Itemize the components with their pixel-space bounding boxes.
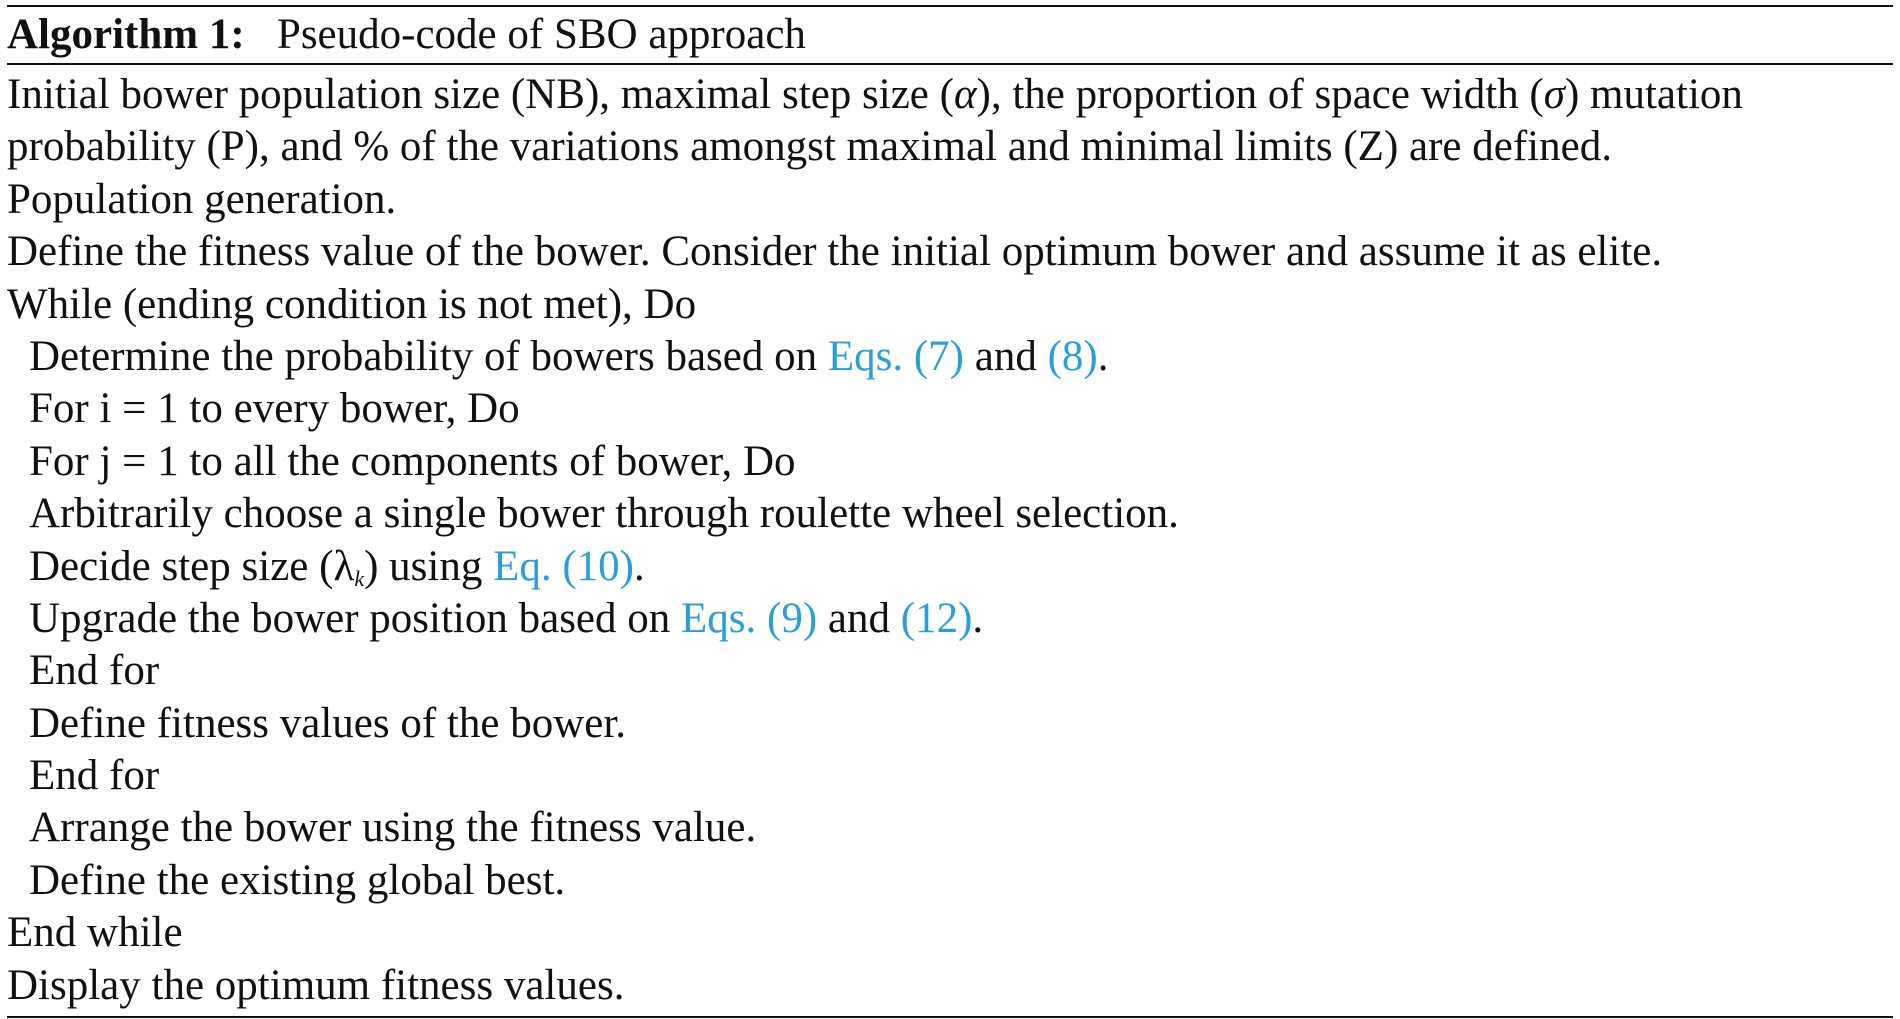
lambda-subscript: k bbox=[354, 565, 365, 591]
line-text: Initial bower population size (NB), maximal step size ( bbox=[7, 71, 954, 118]
line-end-for-outer: End for bbox=[29, 752, 160, 800]
algorithm-box bbox=[7, 0, 1893, 1018]
line-define-fitness-values: Define fitness values of the bower. bbox=[29, 699, 627, 747]
line-upgrade-position bbox=[7, 593, 1893, 645]
line-for-i: For i = 1 to every bower, Do bbox=[29, 385, 520, 433]
line-text: . bbox=[1097, 332, 1109, 380]
line-text: Decide step size ( bbox=[29, 542, 334, 590]
eq-link-10[interactable]: Eq. (10) bbox=[493, 542, 634, 590]
line-text: Determine the probability of bowers based on bbox=[29, 332, 828, 380]
line-display-optimum: Display the optimum fitness values. bbox=[7, 961, 625, 1009]
algorithm-title: Pseudo-code of SBO approach bbox=[276, 11, 806, 58]
line-end-for-inner: End for bbox=[29, 647, 160, 695]
line-text: . bbox=[972, 594, 984, 642]
line-text: ), the proportion of space width ( bbox=[976, 71, 1544, 118]
line-initial-parameters bbox=[7, 69, 1893, 121]
algorithm-label: Algorithm 1: bbox=[7, 11, 245, 58]
line-define-fitness: Define the fitness value of the bower. Consider the initial optimum bower and assume it as elite. bbox=[7, 228, 1663, 276]
eq-link-12[interactable]: (12) bbox=[900, 594, 973, 642]
line-text: Upgrade the bower position based on bbox=[29, 594, 682, 642]
line-end-while: End while bbox=[7, 909, 183, 957]
sigma-symbol: σ bbox=[1543, 71, 1565, 118]
line-population-generation: Population generation. bbox=[7, 175, 397, 223]
line-roulette-selection: Arbitrarily choose a single bower through roulette wheel selection. bbox=[29, 490, 1179, 538]
alpha-symbol: α bbox=[953, 71, 977, 118]
algorithm-title-spacer bbox=[255, 11, 266, 58]
eq-link-7[interactable]: Eqs. (7) bbox=[827, 332, 964, 380]
line-text: and bbox=[817, 594, 901, 642]
line-while-start: While (ending condition is not met), Do bbox=[7, 280, 697, 328]
algorithm-body bbox=[7, 65, 1893, 1016]
line-global-best: Define the existing global best. bbox=[29, 856, 566, 904]
line-arrange-bower: Arrange the bower using the fitness value. bbox=[29, 804, 757, 852]
bottom-rule bbox=[7, 1016, 1893, 1018]
algorithm-title-row bbox=[7, 7, 1893, 63]
eq-link-9[interactable]: Eqs. (9) bbox=[681, 594, 818, 642]
lambda-symbol: λ bbox=[333, 542, 355, 590]
line-probability-definition: probability (P), and % of the variations amongst maximal and minimal limits (Z) are defined. bbox=[7, 123, 1612, 171]
line-determine-probability bbox=[7, 331, 1893, 383]
line-text: and bbox=[964, 332, 1048, 380]
line-text: ) using bbox=[364, 542, 494, 590]
eq-link-8[interactable]: (8) bbox=[1047, 332, 1098, 380]
line-text: ) mutation bbox=[1564, 71, 1743, 118]
line-decide-step-size bbox=[7, 541, 1893, 593]
line-text: . bbox=[633, 542, 645, 590]
line-for-j: For j = 1 to all the components of bower, Do bbox=[29, 437, 796, 485]
